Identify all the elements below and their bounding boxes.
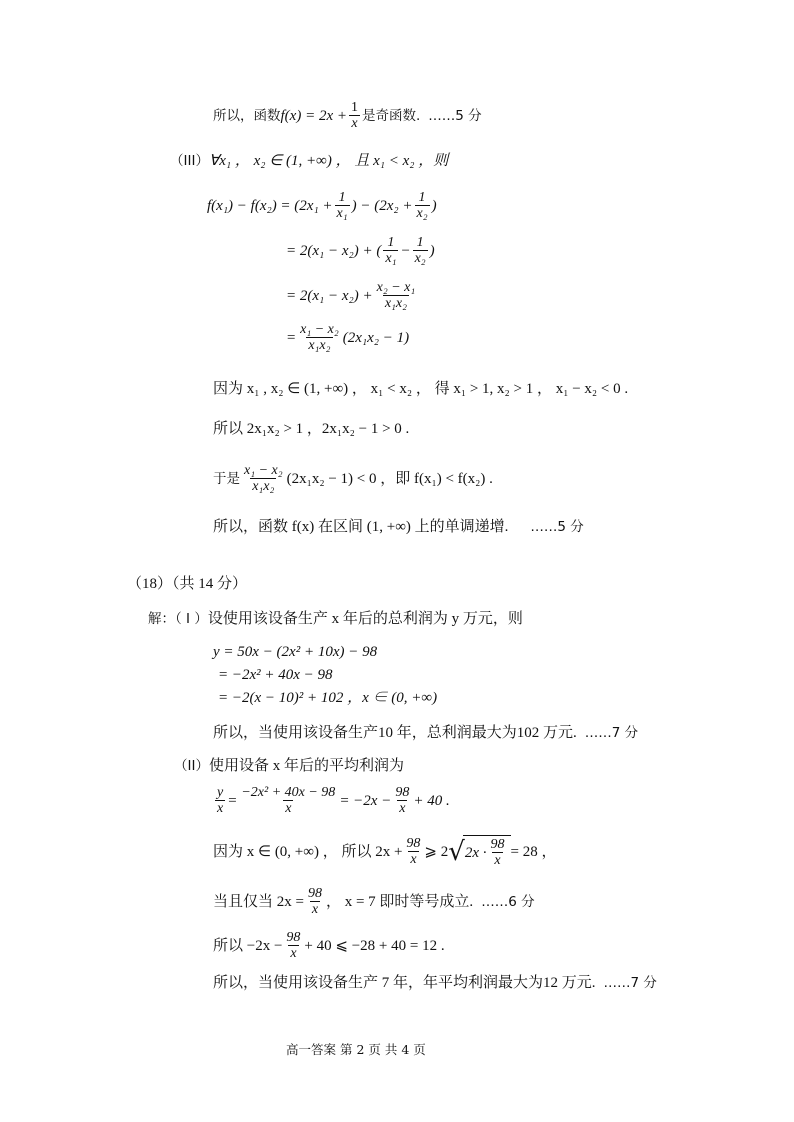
score-marker: ……5 分 (530, 518, 584, 535)
odd-function-conclusion: 所以，函数 f(x) = 2x + $\frac{1}{x}$ 是奇函数. ……5 分 (213, 100, 482, 132)
average-profit-eq: $\frac{y}{x}$ = $\frac{\text{−2x² + 40x − 98}}{x}$ = −2x − $\frac{98}{x}$ + 40 . (217, 785, 450, 817)
max-average-calc: 所以 −2x − $\frac{98}{x}$ + 40 ⩽ −28 + 40 = 12 . (213, 930, 445, 962)
score-marker: ……6 分 (481, 894, 535, 911)
derivation-line-3: = 2(x₁ − x₂) + $\frac{\text{x₂ − x₁}}{\text{x₁x₂}}$ (286, 280, 416, 312)
fraction: $\frac{1}{x}$ (350, 100, 358, 132)
derivation-line-4: = $\frac{\text{x₁ − x₂}}{\text{x₁x₂}}$ (2x₁x₂ − 1) (286, 322, 410, 354)
page-footer: 高一答案 第 2 页 共 4 页 (286, 1042, 426, 1057)
profit-eq-1: y = 50x − (2x² + 10x) − 98 (213, 644, 378, 660)
score-marker: ……7 分 (603, 974, 657, 991)
question-18-header: （18）（共 14 分） (127, 576, 248, 592)
score-marker: ……5 分 (428, 108, 482, 125)
square-root: √ 2x · $\frac{98}{x}$ (448, 835, 510, 869)
derivation-line-1: f(x₁) − f(x₂) = (2x₁ + $\frac{1}{\text{x₁}}$ ) − (2x₂ + $\frac{1}{\text{x₂}}$ ) (207, 190, 437, 222)
solution-part1-intro: 解：（ I ） 设使用该设备生产 x 年后的总利润为 y 万元，则 (148, 610, 523, 627)
derivation-line-2: = 2(x₁ − x₂) + ( $\frac{1}{\text{x₁}}$ − $\frac{1}{\text{x₂}}$ ) (286, 235, 435, 267)
part1-conclusion: 所以，当使用该设备生产10 年，总利润最大为102 万元. ……7 分 (213, 724, 639, 741)
so-line: 所以 2x₁x₂ > 1 ，2x₁x₂ − 1 > 0 . (213, 421, 410, 437)
score-marker: ……7 分 (584, 724, 639, 741)
part2-intro: （II） 使用设备 x 年后的平均利润为 (174, 757, 404, 774)
profit-eq-3: = −2(x − 10)² + 102 ，x ∈ (0, +∞) (218, 690, 438, 706)
am-gm-inequality: 因为 x ∈ (0, +∞) ， 所以 2x + $\frac{98}{x}$ ⩾ 2 √ 2x · $\frac{98}{x}$ = 28 ， (213, 836, 557, 869)
profit-eq-2: = −2x² + 40x − 98 (218, 667, 333, 683)
equality-condition: 当且仅当 2x = $\frac{98}{x}$ ， x = 7 即时等号成立. ……6 分 (213, 886, 535, 918)
therefore-line: 于是 $\frac{\text{x₁ − x₂}}{\text{x₁x₂}}$ (2x₁x₂ − 1) < 0 ，即 f(x₁) < f(x₂) . (213, 463, 493, 495)
part2-conclusion: 所以，当使用该设备生产 7 年，年平均利润最大为12 万元. ……7 分 (213, 974, 657, 991)
part3-header: （III） ∀x₁ ， x₂ ∈ (1, +∞) ， 且 x₁ < x₂ ，则 (170, 152, 449, 169)
because-line: 因为 x₁ , x₂ ∈ (1, +∞) ， x₁ < x₂ ， 得 x₁ > 1, x₂ > 1 ， x₁ − x₂ < 0 . (213, 381, 629, 397)
monotonic-conclusion: 所以，函数 f(x) 在区间 (1, +∞) 上的单调递增. ……5 分 (213, 518, 584, 535)
